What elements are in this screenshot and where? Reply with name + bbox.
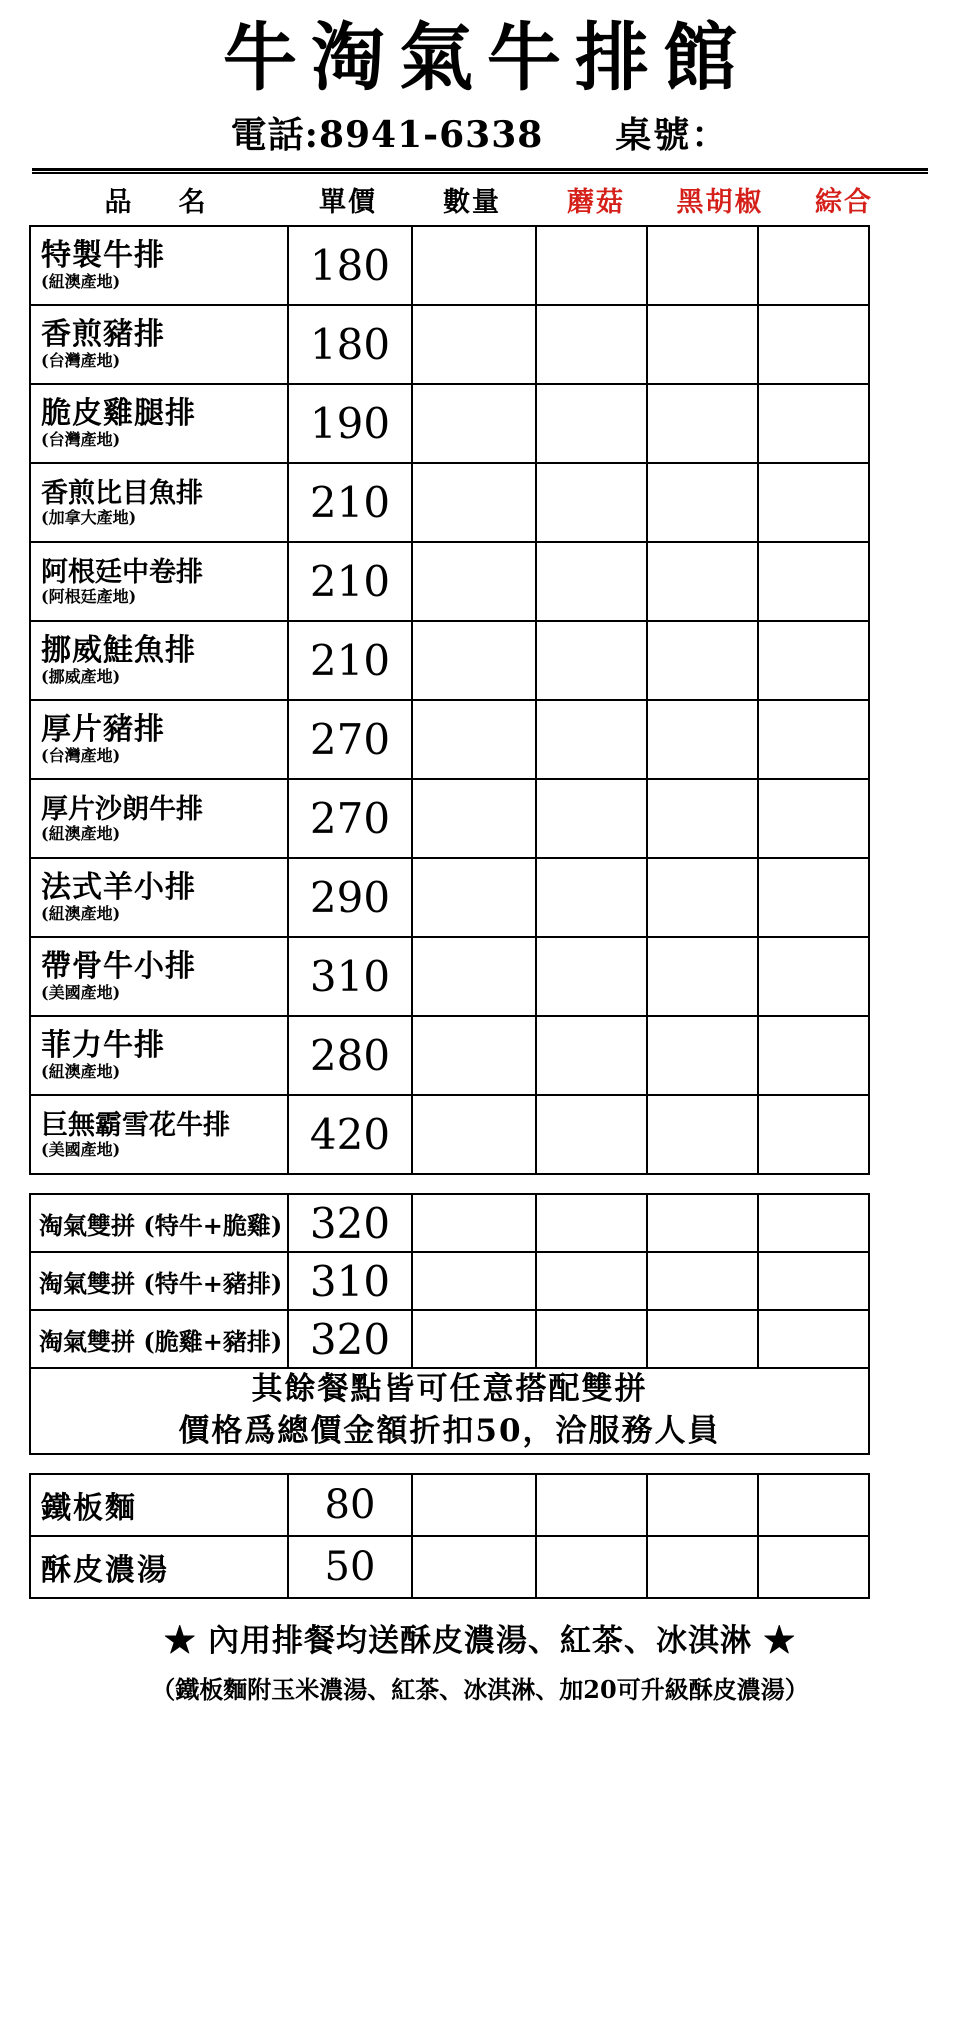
column-header-sauce-mushroom: 蘑菇 [567,187,625,219]
combo-note-row [30,1368,869,1454]
sauce-blackpepper-cell[interactable] [647,858,758,937]
sauce-mixed-cell[interactable] [758,1310,869,1368]
sauce-mushroom-cell[interactable] [536,1194,647,1252]
quantity-input-cell[interactable] [412,621,536,700]
sauce-blackpepper-cell[interactable] [647,1536,758,1598]
table-number-label: 桌號： [615,114,730,157]
sauce-mushroom-cell[interactable] [536,1310,647,1368]
item-price: 80 [288,1474,412,1536]
sauce-blackpepper-cell[interactable] [647,542,758,621]
quantity-input-cell[interactable] [412,463,536,542]
item-name: 厚片豬排 [41,712,165,748]
sauce-mixed-cell[interactable] [758,779,869,858]
item-name: 帶骨牛小排 [41,949,196,985]
sauce-blackpepper-cell[interactable] [647,384,758,463]
item-origin: (紐澳產地) [41,904,121,924]
sauce-mixed-cell[interactable] [758,700,869,779]
sauce-mushroom-cell[interactable] [536,779,647,858]
item-price: 280 [288,1016,412,1095]
quantity-input-cell[interactable] [412,858,536,937]
sauce-mushroom-cell[interactable] [536,700,647,779]
column-header-sauce-blackpepper: 黑胡椒 [676,187,764,219]
item-cell [30,858,288,937]
item-cell [30,1194,288,1252]
table-row [30,384,869,463]
sauce-blackpepper-cell[interactable] [647,305,758,384]
footer [28,1615,932,1705]
quantity-input-cell[interactable] [412,1252,536,1310]
sauce-mixed-cell[interactable] [758,1194,869,1252]
item-price: 270 [288,700,412,779]
sauce-blackpepper-cell[interactable] [647,226,758,305]
quantity-input-cell[interactable] [412,305,536,384]
quantity-input-cell[interactable] [412,937,536,1016]
sauce-mushroom-cell[interactable] [536,1016,647,1095]
item-cell [30,779,288,858]
quantity-input-cell[interactable] [412,542,536,621]
quantity-input-cell[interactable] [412,1016,536,1095]
table-row [30,1310,869,1368]
item-price: 210 [288,463,412,542]
section-spacer-2 [28,1455,932,1473]
column-header-price: 單價 [319,187,377,219]
sauce-mushroom-cell[interactable] [536,463,647,542]
contact-row [28,107,932,158]
sauce-mixed-cell[interactable] [758,1536,869,1598]
sauce-blackpepper-cell[interactable] [647,621,758,700]
item-origin: (紐澳產地) [41,1062,121,1082]
column-header-name: 品 名 [104,187,216,219]
item-name: 香煎豬排 [41,317,165,353]
item-name: 脆皮雞腿排 [41,396,196,432]
item-origin: (台灣產地) [41,746,121,766]
table-row [30,858,869,937]
combo-note-line-1: 其餘餐點皆可任意搭配雙拼 [251,1371,648,1408]
sauce-mixed-cell[interactable] [758,384,869,463]
footer-main-note: ★ 內用排餐均送酥皮濃湯、紅茶、冰淇淋 ★ [164,1622,796,1659]
item-price: 290 [288,858,412,937]
sauce-mushroom-cell[interactable] [536,384,647,463]
table-row [30,1095,869,1174]
item-origin: (美國產地) [41,1139,121,1159]
item-origin: (台灣產地) [41,430,121,450]
table-row [30,937,869,1016]
sauce-blackpepper-cell[interactable] [647,1310,758,1368]
sauce-blackpepper-cell[interactable] [647,779,758,858]
footer-sub-note: （鐵板麵附玉米濃湯、紅茶、冰淇淋、加20可升級酥皮濃湯） [151,1674,809,1704]
item-origin: (加拿大產地) [41,507,137,527]
item-price: 180 [288,226,412,305]
sauce-mushroom-cell[interactable] [536,1095,647,1174]
sauce-mixed-cell[interactable] [758,1016,869,1095]
quantity-input-cell[interactable] [412,1536,536,1598]
table-row [30,305,869,384]
item-cell [30,621,288,700]
sauce-mushroom-cell[interactable] [536,226,647,305]
item-origin: (台灣產地) [41,351,121,371]
quantity-input-cell[interactable] [412,1095,536,1174]
sauce-blackpepper-cell[interactable] [647,1194,758,1252]
table-row [30,621,869,700]
quantity-input-cell[interactable] [412,226,536,305]
table-row [30,1536,869,1598]
sauce-blackpepper-cell[interactable] [647,937,758,1016]
item-name: 法式羊小排 [41,870,196,906]
shop-title: 牛淘氣牛排館 [223,15,751,101]
sauce-mixed-cell[interactable] [758,226,869,305]
item-name: 淘氣雙拼 (特牛+豬排) [39,1268,283,1298]
item-cell [30,1536,288,1598]
table-row [30,1194,869,1252]
item-name: 挪威鮭魚排 [41,633,196,669]
quantity-input-cell[interactable] [412,1474,536,1536]
column-header-sauce-mixed: 綜合 [815,187,873,219]
item-price: 210 [288,542,412,621]
sides-table [29,1473,870,1599]
item-cell [30,1016,288,1095]
item-origin: (紐澳產地) [41,272,121,292]
item-price: 270 [288,779,412,858]
header-divider [32,168,928,174]
sauce-mixed-cell[interactable] [758,1474,869,1536]
item-origin: (挪威產地) [41,667,121,687]
item-price: 310 [288,1252,412,1310]
table-row [30,542,869,621]
item-price: 420 [288,1095,412,1174]
combo-note [30,1368,869,1454]
sauce-mixed-cell[interactable] [758,1095,869,1174]
item-cell [30,226,288,305]
item-cell [30,937,288,1016]
table-row [30,226,869,305]
sauce-blackpepper-cell[interactable] [647,700,758,779]
sauce-blackpepper-cell[interactable] [647,1252,758,1310]
sauce-mixed-cell[interactable] [758,463,869,542]
sauce-mixed-cell[interactable] [758,305,869,384]
item-origin: (紐澳產地) [41,823,121,843]
sauce-mushroom-cell[interactable] [536,621,647,700]
quantity-input-cell[interactable] [412,779,536,858]
item-price: 210 [288,621,412,700]
table-row [30,463,869,542]
item-name: 香煎比目魚排 [41,477,203,509]
sauce-mushroom-cell[interactable] [536,542,647,621]
sauce-mixed-cell[interactable] [758,621,869,700]
item-cell [30,305,288,384]
sauce-blackpepper-cell[interactable] [647,1474,758,1536]
sauce-blackpepper-cell[interactable] [647,1095,758,1174]
sauce-mushroom-cell[interactable] [536,305,647,384]
sauce-mushroom-cell[interactable] [536,1474,647,1536]
sauce-mixed-cell[interactable] [758,937,869,1016]
item-origin: (美國產地) [41,983,121,1003]
sauce-mushroom-cell[interactable] [536,1536,647,1598]
column-header-quantity: 數量 [443,187,501,219]
item-price: 320 [288,1194,412,1252]
sauce-blackpepper-cell[interactable] [647,1016,758,1095]
item-name: 阿根廷中卷排 [41,556,203,588]
sauce-mixed-cell[interactable] [758,858,869,937]
combo-note-line-2: 價格爲總價金額折扣50，洽服務人員 [178,1412,721,1449]
table-row [30,1474,869,1536]
sauce-blackpepper-cell[interactable] [647,463,758,542]
item-name: 淘氣雙拼 (特牛+脆雞) [39,1210,283,1240]
table-row [30,779,869,858]
sauce-mixed-cell[interactable] [758,542,869,621]
table-row [30,700,869,779]
quantity-input-cell[interactable] [412,384,536,463]
item-cell [30,463,288,542]
item-name: 厚片沙朗牛排 [41,793,203,825]
item-name: 酥皮濃湯 [41,1552,169,1588]
sauce-mixed-cell[interactable] [758,1252,869,1310]
section-spacer [28,1175,932,1193]
item-name: 鐵板麵 [41,1490,137,1526]
item-price: 180 [288,305,412,384]
phone-label: 電話:8941-6338 [230,114,544,157]
quantity-input-cell[interactable] [412,1310,536,1368]
item-cell [30,1252,288,1310]
item-cell [30,1095,288,1174]
item-cell [30,1474,288,1536]
combo-table [29,1193,870,1455]
sauce-mushroom-cell[interactable] [536,937,647,1016]
sauce-mushroom-cell[interactable] [536,858,647,937]
item-cell [30,700,288,779]
steak-table [29,225,870,1175]
item-name: 菲力牛排 [41,1028,165,1064]
item-cell [30,542,288,621]
table-row [30,1016,869,1095]
column-headers [28,178,932,225]
item-name: 特製牛排 [41,238,165,274]
item-origin: (阿根廷產地) [41,586,137,606]
item-name: 巨無霸雪花牛排 [41,1109,230,1141]
item-cell [30,384,288,463]
item-price: 310 [288,937,412,1016]
item-price: 320 [288,1310,412,1368]
item-name: 淘氣雙拼 (脆雞+豬排) [39,1326,283,1356]
item-price: 50 [288,1536,412,1598]
quantity-input-cell[interactable] [412,1194,536,1252]
table-row [30,1252,869,1310]
sauce-mushroom-cell[interactable] [536,1252,647,1310]
quantity-input-cell[interactable] [412,700,536,779]
item-cell [30,1310,288,1368]
item-price: 190 [288,384,412,463]
